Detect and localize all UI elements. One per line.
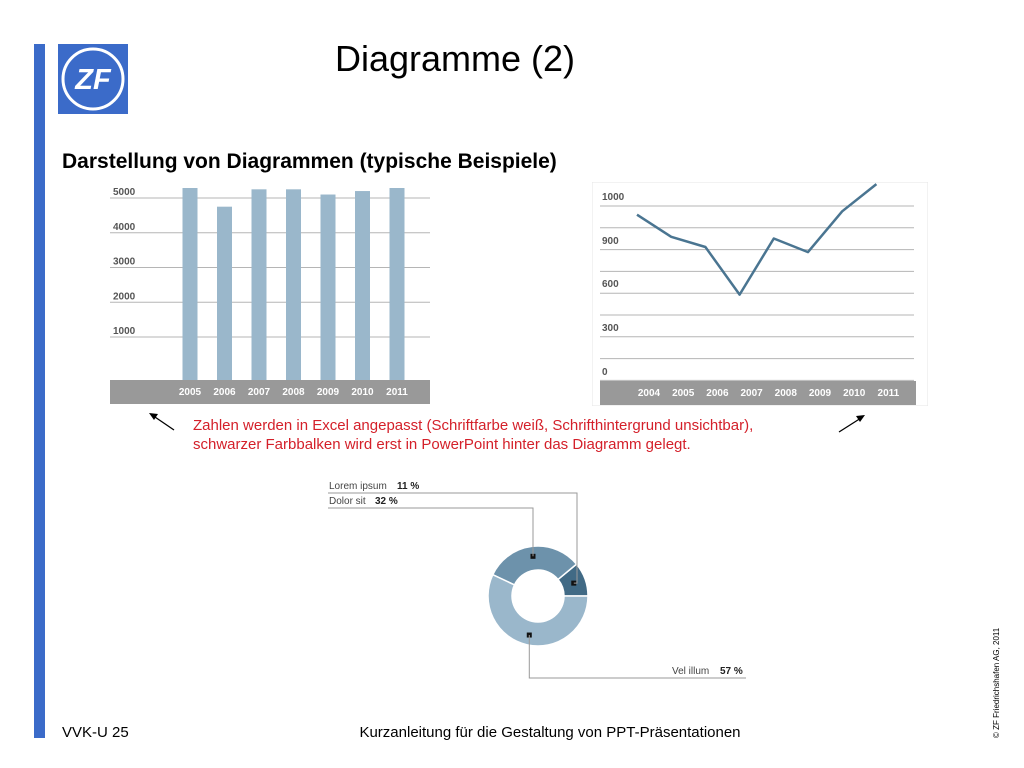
bar-x-tick-label: 2011 — [386, 387, 408, 398]
line-y-tick-label: 300 — [602, 323, 619, 334]
bar-x-tick-label: 2007 — [247, 387, 271, 398]
bar-y-tick-label: 3000 — [113, 256, 136, 268]
donut-value-label: 32 % — [375, 496, 398, 507]
accent-bar — [34, 44, 45, 738]
line-x-tick-label: 2005 — [672, 388, 695, 399]
bar-x-tick-label: 2010 — [351, 387, 374, 398]
line-x-tick-label: 2007 — [740, 388, 763, 399]
donut-leader-line — [529, 635, 746, 678]
line-x-tick-label: 2009 — [808, 388, 832, 399]
line-y-tick-label: 600 — [602, 279, 619, 290]
bar — [217, 207, 232, 380]
zf-logo — [58, 44, 128, 114]
line-y-tick-label: 900 — [602, 236, 619, 247]
line-y-tick-label: 0 — [602, 367, 608, 378]
donut-label: Lorem ipsum — [329, 481, 387, 492]
note-line-1: Zahlen werden in Excel angepasst (Schriftfarbe weiß, Schrifthintergrund unsichtbar), — [193, 417, 754, 434]
line-x-tick-label: 2004 — [637, 388, 661, 399]
bar — [355, 191, 370, 380]
donut-label: Vel illum — [672, 666, 710, 677]
donut-leader-line — [328, 508, 533, 556]
bar-y-tick-label: 1000 — [113, 326, 136, 337]
donut-label: Dolor sit — [329, 496, 366, 507]
bar-x-tick-label: 2009 — [316, 387, 340, 398]
copyright-text: © ZF Friedrichshafen AG, 2011 — [992, 627, 1001, 738]
bar — [390, 188, 405, 380]
line-x-tick-label: 2006 — [706, 388, 729, 399]
line-chart-frame — [592, 182, 928, 406]
arrow-left-icon — [146, 410, 178, 434]
logo-text: ZF — [75, 64, 111, 96]
footer-title: Kurzanleitung für die Gestaltung von PPT-Präsentationen — [359, 724, 741, 741]
bar-chart — [110, 188, 432, 406]
line-chart — [592, 182, 928, 406]
slide-subtitle: Darstellung von Diagrammen (typische Beispiele) — [62, 150, 557, 173]
line-y-tick-label: 1000 — [602, 192, 625, 203]
line-x-tick-label: 2010 — [843, 388, 866, 399]
bar — [252, 189, 267, 380]
bar-x-tick-label: 2006 — [213, 387, 236, 398]
bar-x-tick-label: 2005 — [178, 387, 202, 398]
bar — [183, 188, 198, 380]
bar — [286, 189, 301, 380]
donut-value-label: 57 % — [720, 666, 743, 677]
line-x-tick-label: 2011 — [877, 388, 900, 399]
note-line-2: schwarzer Farbbalken wird erst in PowerPoint hinter das Diagramm gelegt. — [193, 436, 691, 453]
note-text — [193, 416, 843, 454]
bar-y-tick-label: 5000 — [113, 188, 136, 198]
line-x-tick-label: 2008 — [774, 388, 797, 399]
slide-title: Diagramme (2) — [334, 38, 576, 79]
bar-x-tick-label: 2008 — [282, 387, 305, 398]
bar — [321, 195, 336, 380]
bar-y-tick-label: 4000 — [113, 221, 136, 233]
bar-y-tick-label: 2000 — [113, 291, 136, 303]
donut-chart — [322, 476, 752, 686]
slide-number: VVK-U 25 — [62, 724, 129, 741]
donut-value-label: 11 % — [397, 481, 420, 492]
